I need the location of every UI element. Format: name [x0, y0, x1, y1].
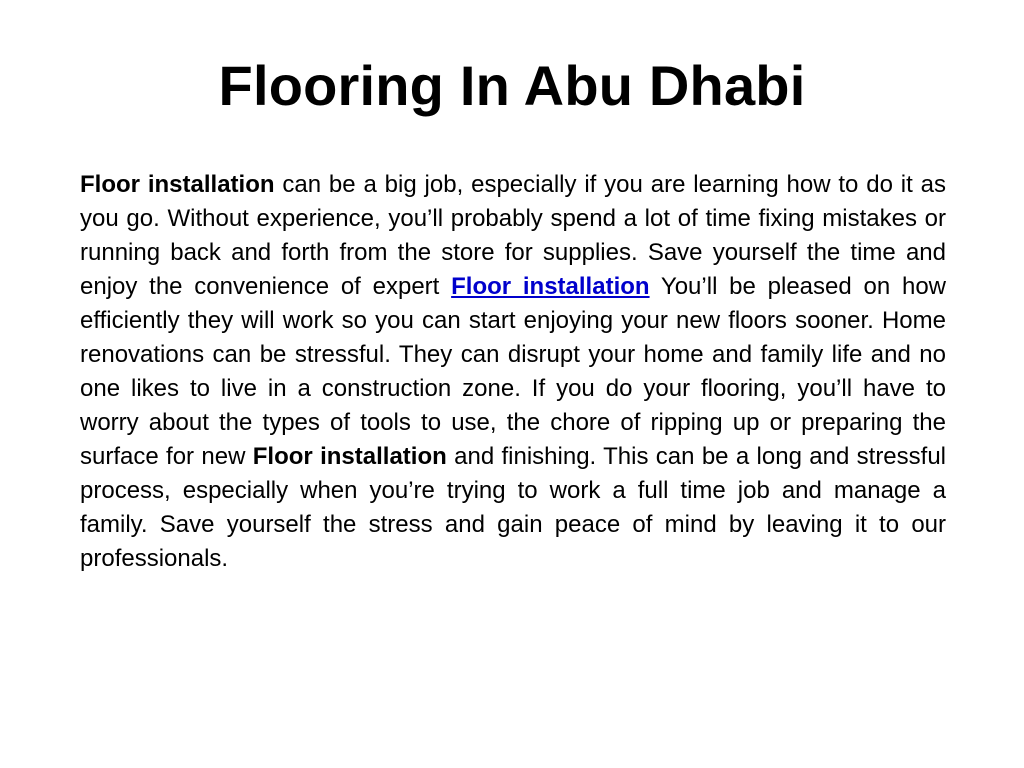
mid-bold-text: Floor installation: [252, 443, 447, 470]
paragraph-text-1: can be a big job, especially if you are learning how to do it as you go. Without experience, you’ll probably spend a lot of time fixing mistakes or running back and forth from the store for supplies. Save yourself the time and enjoy the convenience of expert: [80, 171, 947, 300]
body-paragraph: [80, 168, 946, 576]
slide-title: Flooring In Abu Dhabi: [218, 54, 806, 117]
lead-bold-text: Floor installation: [80, 171, 275, 198]
floor-installation-link[interactable]: Floor installation: [451, 273, 650, 300]
paragraph-text-3: and finishing. This can be a long and stressful process, especially when you’re trying to work a full time job and manage a family. Save yourself the stress and gain peace of mind by leaving it to our professionals.: [80, 443, 947, 572]
paragraph-text-2: You’ll be pleased on how efficiently they will work so you can start enjoying your new floors sooner. Home renovations can be stressful. They can disrupt your home and family life and no one likes to live in a construction zone. If you do your flooring, you’ll have to worry about the types of tools to use, the chore of ripping up or preparing the surface for new: [80, 273, 946, 470]
